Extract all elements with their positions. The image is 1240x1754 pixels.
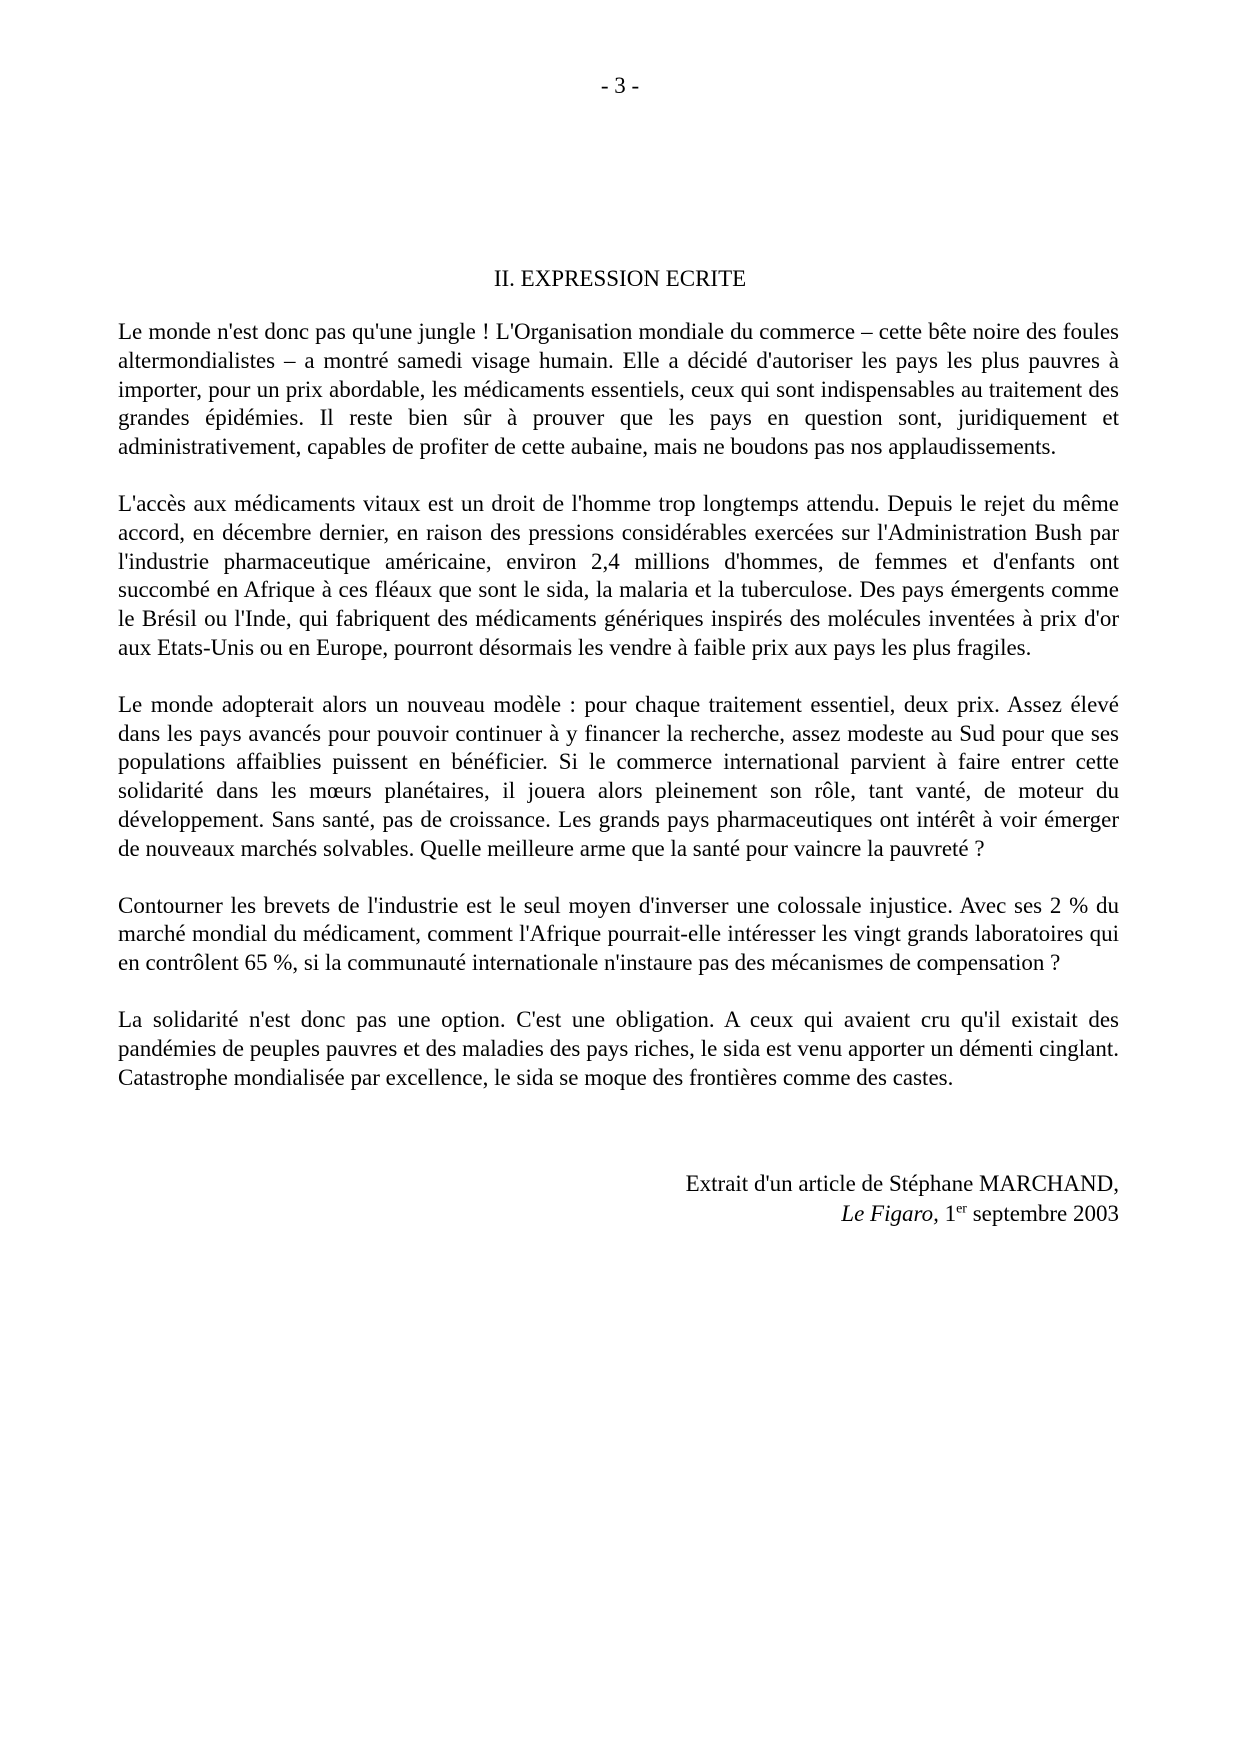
article-body bbox=[118, 318, 1119, 1120]
section-title: II. EXPRESSION ECRITE bbox=[493, 266, 747, 291]
paragraph-3: Le monde adopterait alors un nouveau modèle : pour chaque traitement essentiel, deux prix. Assez élevé dans les pays avancés pour pouvoir continuer à y financer la recherche, assez modeste au Sud pour que ses populations affaiblies puissent en bénéficier. Si le commerce international parvient à faire entrer cette solidarité dans les mœurs planétaires, il jouera alors pleinement son rôle, tant vanté, de moteur du développement. Sans santé, pas de croissance. Les grands pays pharmaceutiques ont intérêt à voir émerger de nouveaux marchés solvables. Quelle meilleure arme que la santé pour vaincre la pauvreté ? bbox=[118, 691, 1119, 861]
source-citation bbox=[686, 1169, 1119, 1229]
source-date-line bbox=[686, 1199, 1119, 1229]
page-number: - 3 - bbox=[600, 73, 640, 98]
source-day-suffix: er bbox=[956, 1201, 967, 1217]
paragraph-4: Contourner les brevets de l'industrie est le seul moyen d'inverser une colossale injustice. Avec ses 2 % du marché mondial du médicament, comment l'Afrique pourrait-elle intéresser les vingt grands laboratoires qui en contrôlent 65 %, si la communauté internationale n'instaure pas des mécanismes de compensation ? bbox=[118, 892, 1119, 976]
source-newspaper: Le Figaro, bbox=[841, 1201, 939, 1226]
source-author-line: Extrait d'un article de Stéphane MARCHAND, bbox=[685, 1171, 1119, 1196]
paragraph-2: L'accès aux médicaments vitaux est un droit de l'homme trop longtemps attendu. Depuis le rejet du même accord, en décembre dernier, en raison des pressions considérables exercées sur l'Administration Bush par l'industrie pharmaceutique américaine, environ 2,4 millions d'hommes, de femmes et d'enfants ont succombé en Afrique à ces fléaux que sont le sida, la malaria et la tuberculose. Des pays émergents comme le Brésil ou l'Inde, qui fabriquent des médicaments génériques inspirés des molécules inventées à prix d'or aux Etats-Unis ou en Europe, pourront désormais les vendre à faible prix aux pays les plus fragiles. bbox=[118, 490, 1119, 660]
source-date-rest: septembre 2003 bbox=[972, 1201, 1119, 1226]
paragraph-5: La solidarité n'est donc pas une option. C'est une obligation. A ceux qui avaient cru qu'il existait des pandémies de peuples pauvres et des maladies des pays riches, le sida est venu apporter un démenti cinglant. Catastrophe mondialisée par excellence, le sida se moque des frontières comme des castes. bbox=[118, 1006, 1119, 1090]
source-day: 1 bbox=[944, 1201, 957, 1226]
paragraph-1: Le monde n'est donc pas qu'une jungle ! L'Organisation mondiale du commerce – cette bête noire des foules altermondialistes – a montré samedi visage humain. Elle a décidé d'autoriser les pays les plus pauvres à importer, pour un prix abordable, les médicaments essentiels, ceux qui sont indispensables au traitement des grandes épidémies. Il reste bien sûr à prouver que les pays en question sont, juridiquement et administrativement, capables de profiter de cette aubaine, mais ne boudons pas nos applaudissements. bbox=[118, 319, 1119, 460]
